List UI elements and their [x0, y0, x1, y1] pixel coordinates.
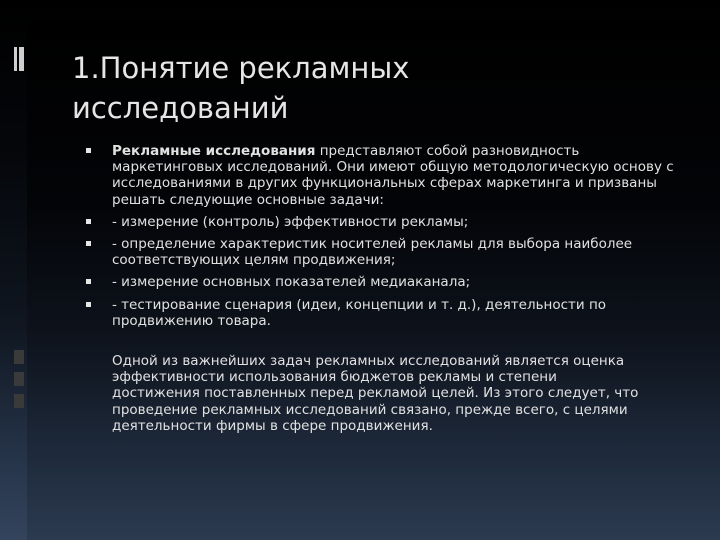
- bullet-list: [86, 143, 686, 329]
- bullet-icon: [86, 148, 91, 153]
- title-line-1: 1.Понятие рекламных: [72, 51, 410, 85]
- slide-body: [86, 143, 686, 434]
- bullet-item: [86, 143, 686, 208]
- bullet-text: - измерение основных показателей медиаканала;: [112, 274, 471, 291]
- bullet-icon: [86, 302, 91, 307]
- bullet-text: - тестирование сценария (идеи, концепции и т. д.), деятельности по продвижению товара.: [112, 296, 607, 329]
- bullet-item: [86, 236, 686, 268]
- decorative-bars: [14, 47, 30, 71]
- slide-title: [72, 48, 672, 128]
- bullet-icon: [86, 219, 91, 224]
- bullet-icon: [86, 241, 91, 246]
- bullet-icon: [86, 279, 91, 284]
- bullet-item: [86, 274, 686, 290]
- bullet-bold-text: Рекламные исследования: [112, 143, 316, 159]
- bullet-text: - определение характеристик носителей рекламы для выбора наиболее соответствующих целям продвижения;: [112, 236, 633, 269]
- bullet-text: - измерение (контроль) эффективности рекламы;: [112, 213, 469, 230]
- decorative-side-marks: [14, 350, 24, 410]
- title-line-2: исследований: [72, 91, 289, 125]
- summary-paragraph: Одной из важнейших задач рекламных исследований является оценка эффективности использования бюджетов рекламы и степени достижения поставленных перед рекламой целей. Из этого следует, что проведение рекламных исследований связано, прежде всего, с целями деятельности фирмы в сфере продвижения.: [112, 353, 639, 434]
- bullet-item: [86, 214, 686, 230]
- bullet-item: [86, 297, 686, 329]
- bullet-text: представляют собой разновидность маркетинговых исследований. Они имеют общую методологическую основу с исследованиями в других функциональных сферах маркетинга и призваны решать следующие основные задачи:: [112, 143, 674, 208]
